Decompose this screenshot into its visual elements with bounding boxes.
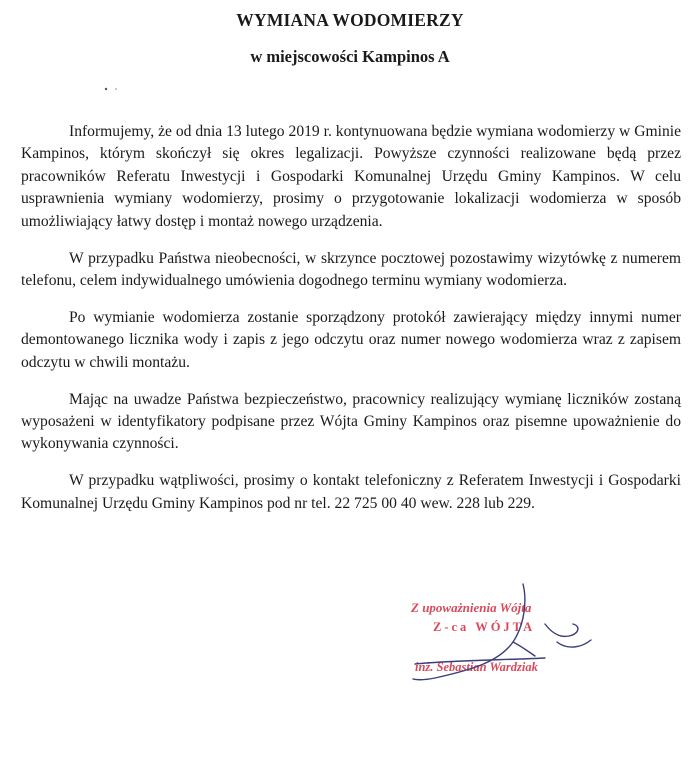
scan-specks (103, 86, 123, 92)
paragraph-2: W przypadku Państwa nieobecności, w skrzynce pocztowej pozostawimy wizytówkę z numerem telefonu, celem indywidualnego umówienia dogodnego terminu wymiany wodomierza. (21, 249, 681, 289)
stamp-line-name: inż. Sebastian Wardziak (415, 660, 538, 674)
stamp-line-deputy-mayor: Z-ca WÓJTA (433, 620, 536, 634)
document-subtitle: w miejscowości Kampinos A (250, 47, 450, 66)
paragraph-1: Informujemy, że od dnia 13 lutego 2019 r. kontynuowana będzie wymiana wodomierzy w Gminie Kampinos, którym skończył się okres legalizacji. Powyższe czynności realizowane będą przez pracowników Referatu Inwestycji i Gospodarki Komunalnej Urzędu Gminy Kampinos. W celu usprawnienia wymiany wodomierzy, prosimy o przygotowanie lokalizacji wodomierza w sposób umożliwiający łatwy dostęp i montaż nowego urządzenia. (21, 123, 681, 230)
document-title: WYMIANA WODOMIERZY (236, 10, 464, 30)
paragraph-5: W przypadku wątpliwości, prosimy o kontakt telefoniczny z Referatem Inwestycji i Gospodarki Komunalnej Urzędu Gminy Kampinos pod nr tel. 22 725 00 40 wew. 228 lub 229. (21, 472, 681, 512)
document-body (21, 121, 681, 530)
stamp-line-authorization: Z upoważnienia Wójta (411, 600, 532, 615)
paragraph-3: Po wymianie wodomierza zostanie sporządzony protokół zawierający między innymi numer demontowanego licznika wody i zapis z jego odczytu oraz numer nowego wodomierza wraz z zapisem odczytu w chwili montażu. (21, 308, 681, 371)
paragraph-4: Mając na uwadze Państwa bezpieczeństwo, pracownicy realizujący wymianę liczników zostaną wyposażeni w identyfikatory podpisane przez Wójta Gminy Kampinos oraz pisemne upoważnienie do wykonywania czynności. (21, 390, 681, 453)
handwritten-signature (395, 580, 695, 700)
